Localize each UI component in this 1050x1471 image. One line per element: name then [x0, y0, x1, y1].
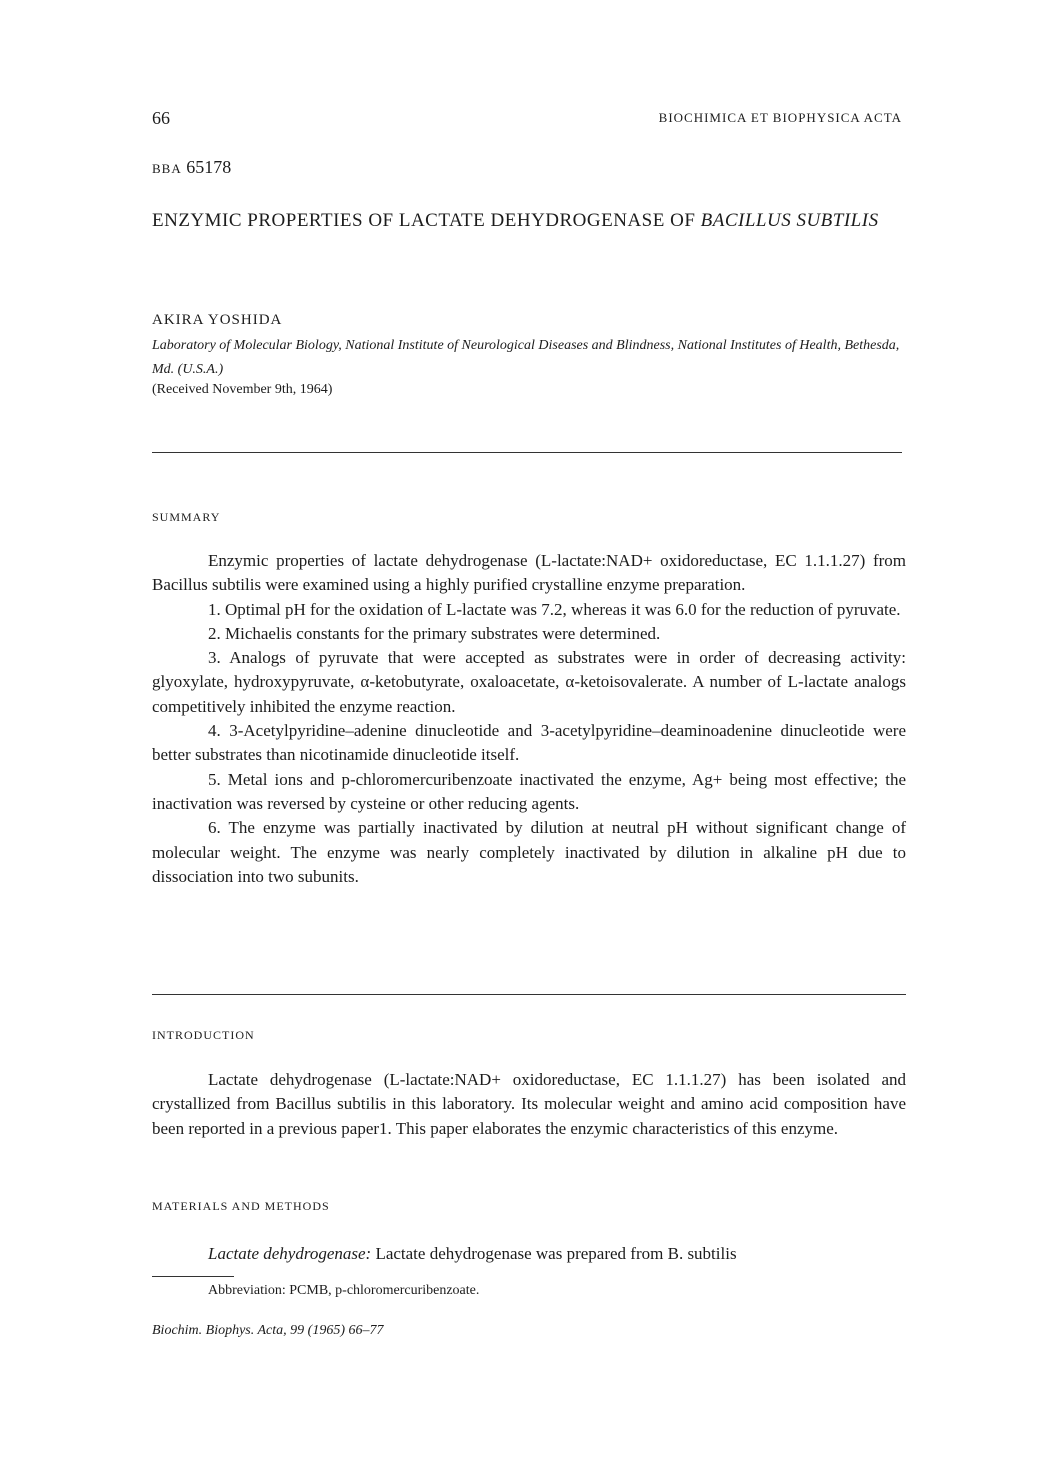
introduction-heading: INTRODUCTION — [152, 1028, 255, 1042]
summary-paragraph: 1. Optimal pH for the oxidation of L-lactate was 7.2, whereas it was 6.0 for the reduction of pyruvate. — [208, 599, 901, 619]
methods-label: Lactate dehydrogenase: — [208, 1244, 372, 1263]
journal-name: BIOCHIMICA ET BIOPHYSICA ACTA — [658, 110, 902, 125]
article-code — [152, 157, 231, 178]
article-title-plain: ENZYMIC PROPERTIES OF LACTATE DEHYDROGENASE OF — [152, 210, 701, 231]
page-number: 66 — [152, 108, 170, 128]
divider-top — [152, 452, 902, 453]
article-code-prefix: BBA — [152, 161, 182, 176]
introduction-body — [152, 1068, 906, 1141]
methods-body — [152, 1242, 906, 1266]
footnote: Abbreviation: PCMB, p-chloromercuribenzoate. — [208, 1283, 480, 1298]
article-title — [152, 202, 912, 240]
footnote-rule — [152, 1276, 234, 1277]
article-title-italic: BACILLUS SUBTILIS — [700, 210, 879, 231]
author-name: AKIRA YOSHIDA — [152, 312, 283, 328]
received-date: (Received November 9th, 1964) — [152, 382, 333, 397]
summary-paragraph: 6. The enzyme was partially inactivated by dilution at neutral pH without significant change of molecular weight. The enzyme was nearly completely inactivated by dilution in alkaline pH due to dissociation into two subunits. — [152, 818, 906, 886]
methods-text: Lactate dehydrogenase was prepared from B. subtilis — [371, 1244, 737, 1263]
summary-paragraph: 2. Michaelis constants for the primary substrates were determined. — [208, 623, 661, 643]
article-code-number: 65178 — [186, 157, 232, 177]
summary-paragraph: 4. 3-Acetylpyridine–adenine dinucleotide and 3-acetylpyridine–deaminoadenine dinucleotide were better substrates than nicotinamide dinucleotide itself. — [152, 721, 906, 765]
summary-paragraph: 3. Analogs of pyruvate that were accepted as substrates were in order of decreasing activity: glyoxylate, hydroxypyruvate, α-ketobutyrate, oxaloacetate, α-ketoisovalerate. A number of L-lactate analogs competitively inhibited the enzyme reaction. — [152, 648, 906, 716]
summary-body — [152, 549, 906, 889]
introduction-paragraph: Lactate dehydrogenase (L-lactate:NAD+ oxidoreductase, EC 1.1.1.27) has been isolated and crystallized from Bacillus subtilis in this laboratory. Its molecular weight and amino acid composition have been reported in a previous paper1. This paper elaborates the enzymic characteristics of this enzyme. — [152, 1070, 906, 1138]
summary-heading: SUMMARY — [152, 510, 221, 524]
methods-heading: MATERIALS AND METHODS — [152, 1199, 330, 1213]
summary-paragraph: 5. Metal ions and p-chloromercuribenzoate inactivated the enzyme, Ag+ being most effective; the inactivation was reversed by cysteine or other reducing agents. — [152, 769, 906, 813]
journal-citation: Biochim. Biophys. Acta, 99 (1965) 66–77 — [152, 1323, 384, 1338]
summary-paragraph: Enzymic properties of lactate dehydrogenase (L-lactate:NAD+ oxidoreductase, EC 1.1.1.27) from Bacillus subtilis were examined using a highly purified crystalline enzyme preparation. — [152, 551, 906, 595]
methods-paragraph — [152, 1242, 906, 1266]
author-affiliation: Laboratory of Molecular Biology, National Institute of Neurological Diseases and Blindness, National Institutes of Health, Bethesda, Md. (U.S.A.) — [152, 338, 900, 377]
divider-bottom — [152, 994, 906, 995]
